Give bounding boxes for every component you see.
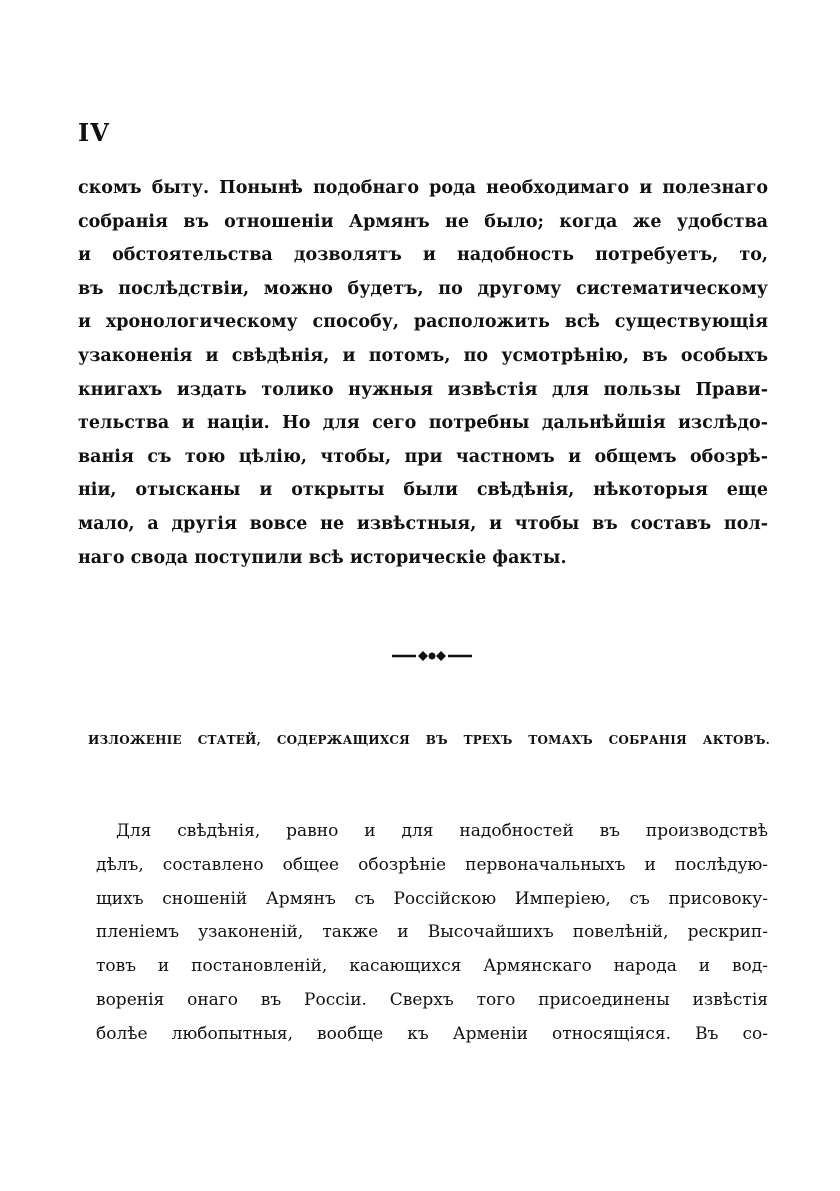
section-heading: ИЗЛОЖЕНІЕ СТАТЕЙ, СОДЕРЖАЩИХСЯ ВЪ ТРЕХЪ ТОМАХЪ СОБРАНІЯ АКТОВЪ. <box>88 733 770 747</box>
decorative-divider <box>390 648 474 664</box>
text-line: щихъ сношеній Армянъ съ Россійскою Имперіею, съ присовоку- <box>96 888 768 909</box>
text-line: болѣе любопытныя, вообще къ Арменіи относящіяся. Въ со- <box>96 1023 768 1044</box>
text-line: ванія съ тою цѣлію, чтобы, при частномъ и общемъ обозрѣ- <box>78 446 768 467</box>
text-line: собранія въ отношеніи Армянъ не было; когда же удобства <box>78 211 768 232</box>
text-line: Для свѣдѣнія, равно и для надобностей въ производствѣ <box>116 821 768 841</box>
text-line: скомъ быту. Понынѣ подобнаго рода необходимаго и полезнаго <box>78 178 768 198</box>
paragraph-two <box>96 815 768 1052</box>
text-line: тельства и націи. Но для сего потребны дальнѣйшія изслѣдо- <box>78 413 768 434</box>
text-line: и хронологическому способу, расположить всѣ существующія <box>78 312 768 333</box>
page-number: IV <box>78 118 110 147</box>
text-line: мало, а другія вовсе не извѣстныя, и чтобы въ составъ пол- <box>78 513 768 534</box>
text-line: товъ и постановленій, касающихся Армянскаго народа и вод- <box>96 956 768 977</box>
text-line: и обстоятельства дозволятъ и надобность потребуетъ, то, <box>78 245 768 266</box>
text-line: узаконенія и свѣдѣнія, и потомъ, по усмотрѣнію, въ особыхъ <box>78 345 768 366</box>
text-line: наго свода поступили всѣ историческіе факты. <box>78 547 567 568</box>
paragraph-one <box>78 172 768 575</box>
text-line: дѣлъ, составлено общее обозрѣніе первоначальныхъ и послѣдую- <box>96 854 768 875</box>
text-line: пленіемъ узаконеній, также и Высочайшихъ повелѣній, рескрип- <box>96 922 768 943</box>
text-line: воренія онаго въ Россіи. Сверхъ того присоединены извѣстія <box>96 989 768 1010</box>
text-line: въ послѣдствіи, можно будетъ, по другому систематическому <box>78 278 768 299</box>
text-line: книгахъ издать толико нужныя извѣстія для пользы Прави- <box>78 379 768 400</box>
text-line: ніи, отысканы и открыты были свѣдѣнія, нѣкоторыя еще <box>78 480 768 501</box>
